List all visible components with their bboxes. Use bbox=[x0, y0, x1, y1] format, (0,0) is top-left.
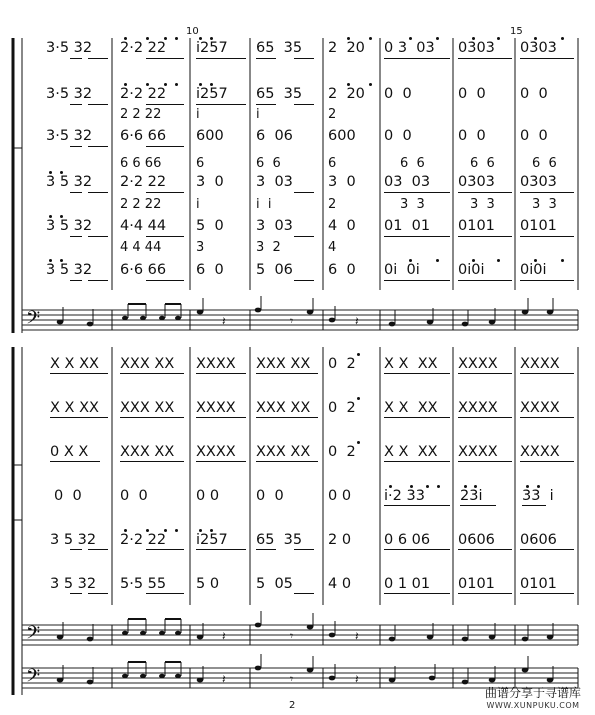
s2-r5-m7: 0606 bbox=[458, 532, 495, 548]
s1-u3-m12: 2 bbox=[328, 197, 337, 212]
s1-r4-m15: 0303 bbox=[520, 174, 557, 190]
svg-text:𝄢: 𝄢 bbox=[26, 666, 41, 691]
s1-r4-m13: 03 03 bbox=[384, 174, 431, 190]
s2-r4-m6: i·2 33 bbox=[384, 488, 425, 504]
s1-r2-m14: 0 0 bbox=[458, 86, 486, 102]
s1-r1-m15: 0303 bbox=[520, 40, 557, 56]
s2-r1-m6: X X XX bbox=[384, 356, 438, 372]
s1-r6-m12: 6 0 bbox=[328, 262, 356, 278]
s2-r4-m3: 0 0 bbox=[196, 488, 220, 504]
s1-u1-m9: 2 2 22 bbox=[120, 107, 162, 122]
s1-u4-m9: 4 4 44 bbox=[120, 240, 162, 255]
s1-r5-m10: 5 0 bbox=[196, 218, 224, 234]
s1-u3-m15: 3 3 bbox=[532, 197, 557, 212]
s1-u3-m11: i i bbox=[256, 197, 272, 212]
s2-r6-m8: 0101 bbox=[520, 576, 557, 592]
s1-r5-m9: 4·4 44 bbox=[120, 218, 167, 234]
s1-u2-m13: 6 6 bbox=[400, 156, 425, 171]
s2-r1-m7: XXXX bbox=[458, 356, 498, 372]
svg-text:𝄽: 𝄽 bbox=[355, 629, 359, 643]
s2-r2-m8: XXXX bbox=[520, 400, 560, 416]
s1-u2-m14: 6 6 bbox=[470, 156, 495, 171]
s1-u2-m11: 6 6 bbox=[256, 156, 281, 171]
s1-r2-m12: 2 20 bbox=[328, 86, 365, 102]
s2-r5-m8: 0606 bbox=[520, 532, 557, 548]
s1-u2-m15: 6 6 bbox=[532, 156, 557, 171]
s1-r2-m13: 0 0 bbox=[384, 86, 412, 102]
s2-r4-m8: 33 i bbox=[522, 488, 554, 504]
s2-r3-m1: 0 X X bbox=[50, 444, 89, 460]
s2-r6-m4: 5 05 bbox=[256, 576, 293, 592]
svg-text:𝄾: 𝄾 bbox=[290, 314, 294, 328]
system1-barlines bbox=[112, 38, 578, 290]
s1-r4-m11: 3 03 bbox=[256, 174, 293, 190]
s1-r2-m10: i257 bbox=[196, 86, 228, 102]
s2-r5-m3: i257 bbox=[196, 532, 228, 548]
s1-r5-m13: 01 01 bbox=[384, 218, 431, 234]
s1-r5-m11: 3 03 bbox=[256, 218, 293, 234]
s1-r3-m12: 600 bbox=[328, 128, 356, 144]
svg-text:𝄢: 𝄢 bbox=[26, 623, 41, 648]
s2-r3-m3: XXXX bbox=[196, 444, 236, 460]
s1-r6-m11: 5 06 bbox=[256, 262, 293, 278]
s2-r2-m2: XXX XX bbox=[120, 400, 175, 416]
s2-r6-m6: 0 1 01 bbox=[384, 576, 431, 592]
s1-r5-m8: 3 5 32 bbox=[46, 218, 93, 234]
svg-text:𝄾: 𝄾 bbox=[290, 629, 294, 643]
s1-r3-m13: 0 0 bbox=[384, 128, 412, 144]
s1-r2-m9: 2·2 22 bbox=[120, 86, 167, 102]
s2-r3-m6: X X XX bbox=[384, 444, 438, 460]
s2-r1-m3: XXXX bbox=[196, 356, 236, 372]
system2-bracket bbox=[13, 347, 22, 695]
s2-r1-m1: X X XX bbox=[50, 356, 99, 372]
s2-r2-m5: 0 2 bbox=[328, 400, 356, 416]
watermark-cn: 曲谱分享于寻谱库 bbox=[484, 686, 581, 700]
s2-r1-m8: XXXX bbox=[520, 356, 560, 372]
svg-text:𝄢: 𝄢 bbox=[26, 308, 41, 333]
s1-r3-m14: 0 0 bbox=[458, 128, 486, 144]
s2-r3-m2: XXX XX bbox=[120, 444, 175, 460]
s2-r3-m7: XXXX bbox=[458, 444, 498, 460]
s2-r6-m5: 4 0 bbox=[328, 576, 352, 592]
s1-u1-m11: i bbox=[256, 107, 260, 122]
s1-r1-m8: 3·5 32 bbox=[46, 40, 93, 56]
s2-r2-m7: XXXX bbox=[458, 400, 498, 416]
svg-text:𝄾: 𝄾 bbox=[290, 672, 294, 686]
s2-r4-m5: 0 0 bbox=[328, 488, 352, 504]
s1-r6-m14: 0i0i bbox=[458, 262, 485, 278]
s2-r6-m1: 3 5 32 bbox=[50, 576, 97, 592]
s1-r4-m12: 3 0 bbox=[328, 174, 356, 190]
s1-r1-m9: 2·2 22 bbox=[120, 40, 167, 56]
s1-u4-m11: 3 2 bbox=[256, 240, 281, 255]
s2-r6-m2: 5·5 55 bbox=[120, 576, 167, 592]
s2-r2-m6: X X XX bbox=[384, 400, 438, 416]
s2-r5-m2: 2·2 22 bbox=[120, 532, 167, 548]
s1-r2-m11: 65 35 bbox=[256, 86, 303, 102]
watermark-en: WWW.XUNPUKU.COM bbox=[486, 701, 580, 710]
svg-text:𝄽: 𝄽 bbox=[355, 314, 359, 328]
s1-r1-m12: 2 20 bbox=[328, 40, 365, 56]
s1-r1-m10: i257 bbox=[196, 40, 228, 56]
s1-r6-m13: 0i 0i bbox=[384, 262, 420, 278]
s2-r1-m2: XXX XX bbox=[120, 356, 175, 372]
s1-u4-m10: 3 bbox=[196, 240, 205, 255]
measure-number-15: 15 bbox=[510, 26, 523, 37]
s1-r4-m10: 3 0 bbox=[196, 174, 224, 190]
s1-r6-m8: 3 5 32 bbox=[46, 262, 93, 278]
s2-r4-m7: 23i bbox=[460, 488, 483, 504]
s2-r5-m1: 3 5 32 bbox=[50, 532, 97, 548]
s1-r3-m9: 6·6 66 bbox=[120, 128, 167, 144]
s1-r4-m14: 0303 bbox=[458, 174, 495, 190]
s2-r2-m4: XXX XX bbox=[256, 400, 311, 416]
s2-r6-m7: 0101 bbox=[458, 576, 495, 592]
s1-u4-m12: 4 bbox=[328, 240, 337, 255]
s2-r5-m6: 0 6 06 bbox=[384, 532, 431, 548]
s1-r3-m8: 3·5 32 bbox=[46, 128, 93, 144]
s1-r1-m14: 0303 bbox=[458, 40, 495, 56]
svg-text:𝄽: 𝄽 bbox=[222, 629, 226, 643]
s2-r3-m4: XXX XX bbox=[256, 444, 311, 460]
s1-u3-m14: 3 3 bbox=[470, 197, 495, 212]
svg-text:𝄽: 𝄽 bbox=[222, 672, 226, 686]
s2-r5-m5: 2 0 bbox=[328, 532, 352, 548]
s1-r1-m11: 65 35 bbox=[256, 40, 303, 56]
s1-r6-m9: 6·6 66 bbox=[120, 262, 167, 278]
s1-r6-m15: 0i0i bbox=[520, 262, 547, 278]
s2-r3-m8: XXXX bbox=[520, 444, 560, 460]
system2-barlines bbox=[112, 347, 578, 605]
system1-bracket bbox=[13, 38, 22, 333]
s1-r2-m8: 3·5 32 bbox=[46, 86, 93, 102]
s1-r4-m9: 2·2 22 bbox=[120, 174, 167, 190]
s2-r1-m4: XXX XX bbox=[256, 356, 311, 372]
s1-u1-m10: i bbox=[196, 107, 200, 122]
system1-bass-staff bbox=[22, 296, 578, 333]
s1-r3-m10: 600 bbox=[196, 128, 224, 144]
s2-r3-m5: 0 2 bbox=[328, 444, 356, 460]
s1-u1-m12: 2 bbox=[328, 107, 337, 122]
s1-r6-m10: 6 0 bbox=[196, 262, 224, 278]
s2-r4-m4: 0 0 bbox=[256, 488, 284, 504]
s2-r5-m4: 65 35 bbox=[256, 532, 303, 548]
s1-u2-m10: 6 bbox=[196, 156, 205, 171]
s2-r4-m2: 0 0 bbox=[120, 488, 148, 504]
measure-number-10: 10 bbox=[186, 26, 199, 37]
s2-r2-m1: X X XX bbox=[50, 400, 99, 416]
site-watermark bbox=[485, 684, 581, 710]
s1-r1-m13: 0 3 03 bbox=[384, 40, 435, 56]
s1-u3-m9: 2 2 22 bbox=[120, 197, 162, 212]
s1-r5-m14: 0101 bbox=[458, 218, 495, 234]
s1-u2-m12: 6 bbox=[328, 156, 337, 171]
s2-r2-m3: XXXX bbox=[196, 400, 236, 416]
svg-text:𝄽: 𝄽 bbox=[222, 314, 226, 328]
s2-r1-m5: 0 2 bbox=[328, 356, 356, 372]
s1-r4-m8: 3 5 32 bbox=[46, 174, 93, 190]
s1-u2-m9: 6 6 66 bbox=[120, 156, 162, 171]
system2-bass-staff-1 bbox=[22, 611, 578, 648]
s1-r3-m11: 6 06 bbox=[256, 128, 293, 144]
s1-r3-m15: 0 0 bbox=[520, 128, 548, 144]
s2-r4-m1: 0 0 bbox=[54, 488, 82, 504]
s2-r6-m3: 5 0 bbox=[196, 576, 220, 592]
svg-text:𝄽: 𝄽 bbox=[355, 672, 359, 686]
s1-r5-m15: 0101 bbox=[520, 218, 557, 234]
s1-u3-m13: 3 3 bbox=[400, 197, 425, 212]
s1-r2-m15: 0 0 bbox=[520, 86, 548, 102]
s1-r5-m12: 4 0 bbox=[328, 218, 356, 234]
page-number: 2 bbox=[289, 700, 296, 711]
s1-u3-m10: i bbox=[196, 197, 200, 212]
